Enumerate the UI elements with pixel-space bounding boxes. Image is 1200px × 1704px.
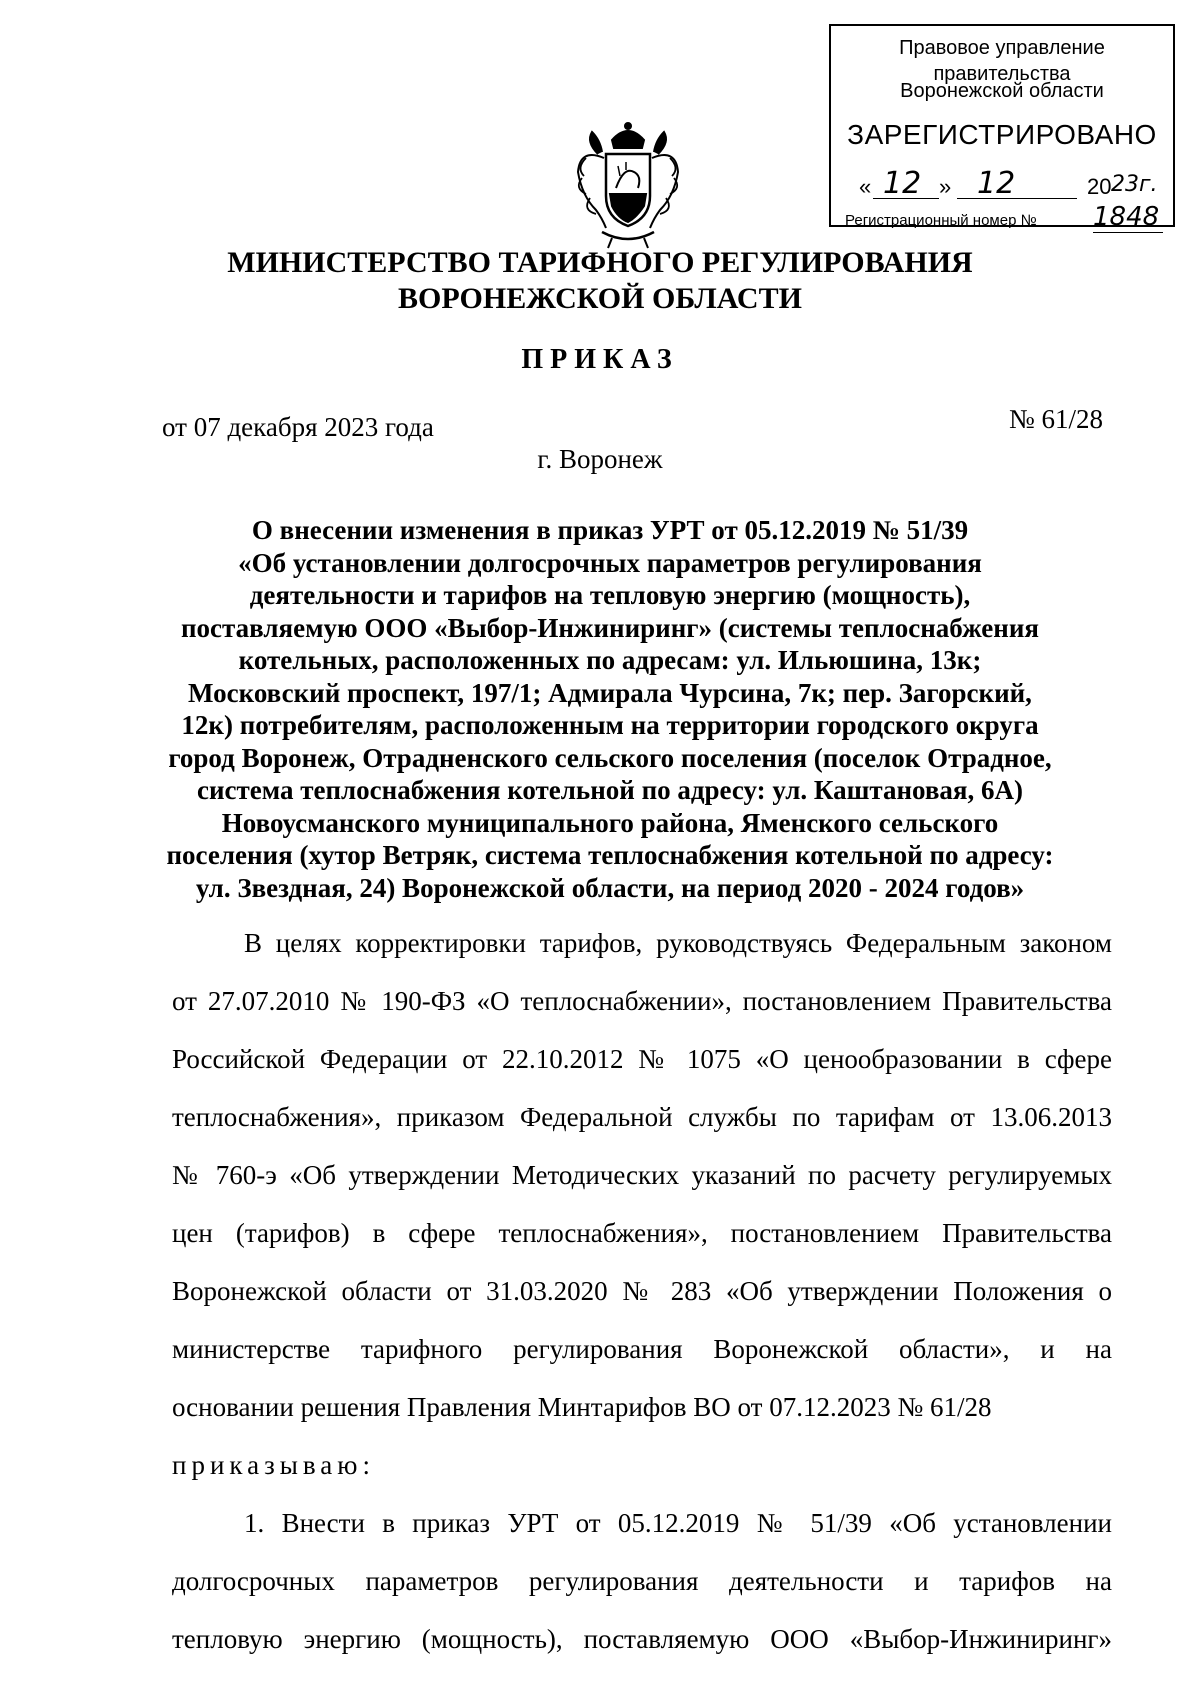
- body-line: № 760-э «Об утверждении Методических указаний по расчету регулируемых: [172, 1160, 1112, 1190]
- subject-line: котельных, расположенных по адресам: ул. Ильюшина, 13к;: [238, 645, 982, 675]
- body-line-order-verb: приказываю:: [172, 1450, 375, 1480]
- body-line: долгосрочных параметров регулирования деятельности и тарифов на: [172, 1566, 1112, 1596]
- body-line: Воронежской области от 31.03.2020 № 283 «Об утверждении Положения о: [172, 1276, 1112, 1306]
- stamp-department-line1: Правовое управление правительства: [899, 37, 1105, 85]
- stamp-department-line2: Воронежской области: [900, 80, 1104, 102]
- body-line: В целях корректировки тарифов, руководствуясь Федеральным законом: [244, 928, 1112, 958]
- order-title: ПРИКАЗ: [521, 344, 679, 375]
- subject-line: ул. Звездная, 24) Воронежской области, на период 2020 - 2024 годов»: [195, 872, 1025, 903]
- body-line: Российской Федерации от 22.10.2012 № 1075 «О ценообразовании в сфере: [172, 1044, 1112, 1074]
- subject-line: Новоусманского муниципального района, Яменского сельского: [221, 807, 999, 838]
- subject-line: Московский проспект, 197/1; Адмирала Чурсина, 7к; пер. Загорский,: [188, 677, 1032, 708]
- stamp-month: 12: [977, 166, 1016, 201]
- registration-stamp: [829, 24, 1175, 232]
- body-line: от 27.07.2010 № 190-ФЗ «О теплоснабжении», постановлением Правительства: [172, 986, 1112, 1016]
- stamp-regno-label: Регистрационный номер №: [845, 212, 1037, 229]
- order-date: от 07 декабря 2023 года: [162, 412, 434, 442]
- ministry-name-line1: МИНИСТЕРСТВО ТАРИФНОГО РЕГУЛИРОВАНИЯ: [227, 246, 973, 279]
- body-line: министерстве тарифного регулирования Воронежской области», и на: [172, 1334, 1112, 1364]
- stamp-registered-label: ЗАРЕГИСТРИРОВАНО: [847, 119, 1157, 150]
- body-line: тепловую энергию (мощность), поставляемую ООО «Выбор-Инжиниринг»: [172, 1624, 1112, 1654]
- coat-of-arms-icon: [572, 118, 684, 250]
- subject-line: система теплоснабжения котельной по адресу: ул. Каштановая, 6А): [196, 775, 1024, 805]
- order-number: № 61/28: [1009, 404, 1104, 434]
- order-subject: [150, 514, 1070, 904]
- body-line: основании решения Правления Минтарифов ВО от 07.12.2023 № 61/28: [172, 1392, 992, 1422]
- subject-line: город Воронеж, Отрадненского сельского поселения (поселок Отрадное,: [168, 742, 1052, 773]
- order-body: [172, 928, 1112, 1682]
- stamp-date: « 12 » 12 20 23г.: [859, 166, 1158, 201]
- body-line: 1. Внести в приказ УРТ от 05.12.2019 № 51/39 «Об установлении: [244, 1508, 1112, 1538]
- stamp-regno-value: 1848: [1093, 202, 1160, 232]
- stamp-day: 12: [883, 166, 922, 201]
- subject-line: поселения (хутор Ветряк, система теплоснабжения котельной по адресу:: [166, 840, 1054, 870]
- body-line: цен (тарифов) в сфере теплоснабжения», постановлением Правительства: [172, 1218, 1112, 1248]
- body-line: теплоснабжения», приказом Федеральной службы по тарифам от 13.06.2013: [172, 1102, 1112, 1132]
- subject-line: «Об установлении долгосрочных параметров регулирования: [238, 547, 982, 578]
- ministry-name-line2: ВОРОНЕЖСКОЙ ОБЛАСТИ: [398, 282, 802, 315]
- subject-line: деятельности и тарифов на тепловую энергию (мощность),: [249, 580, 971, 610]
- subject-line: 12к) потребителям, расположенным на территории городского округа: [181, 710, 1039, 740]
- subject-line: поставляемую ООО «Выбор-Инжиниринг» (системы теплоснабжения: [180, 612, 1040, 643]
- stamp-year-suffix: 23г.: [1111, 172, 1158, 197]
- subject-line: О внесении изменения в приказ УРТ от 05.12.2019 № 51/39: [251, 515, 969, 545]
- order-city: г. Воронеж: [537, 444, 663, 474]
- stamp-year-prefix: 20: [1087, 174, 1112, 199]
